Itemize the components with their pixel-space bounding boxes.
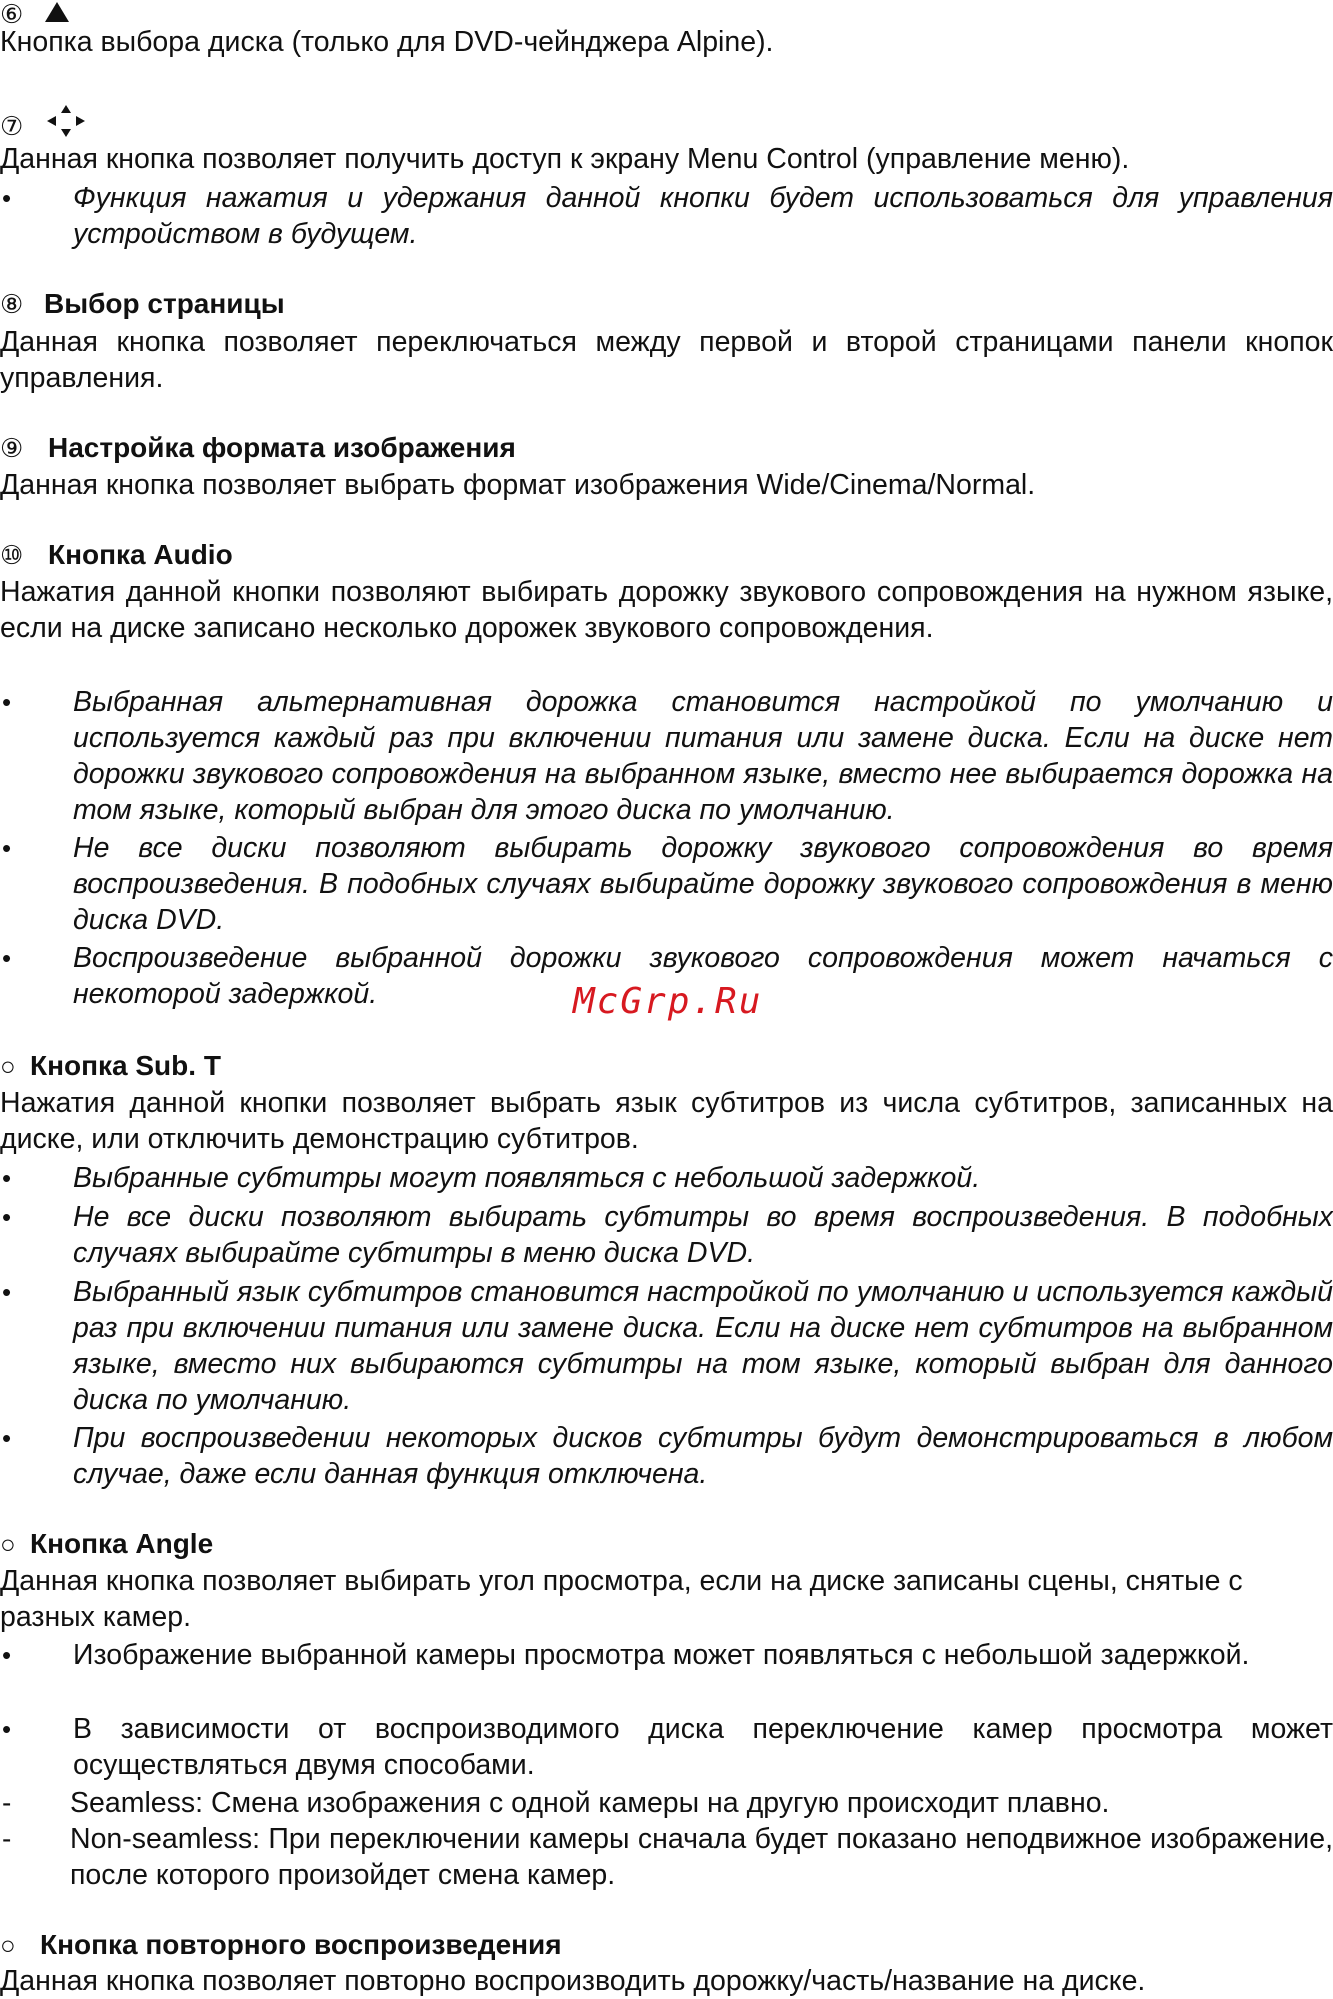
section-subt-heading — [0, 1048, 221, 1084]
section-subt-title: Кнопка Sub. T — [30, 1050, 221, 1081]
section-repeat-number: ○ — [0, 1930, 16, 1960]
section-repeat-text: Данная кнопка позволяет повторно воспроизводить дорожку/часть/название на диске. — [0, 1965, 1146, 1997]
bullet-marker: • — [2, 687, 12, 717]
section-subt-bullet-3: Выбранный язык субтитров становится настройкой по умолчанию и используется каждый раз при включении питания или замене диска. Если на диске нет субтитров на выбранном языке, вместо них выбираются субтитры на том языке, который выбран для данного диска по умолчанию. — [73, 1276, 1333, 1416]
bullet-marker: • — [2, 1714, 12, 1744]
section-10-bullet-3: Воспроизведение выбранной дорожки звукового сопровождения может начаться с некоторой задержкой. — [73, 942, 1333, 1010]
section-repeat-title: Кнопка повторного воспроизведения — [40, 1929, 562, 1960]
section-10-heading — [0, 537, 233, 573]
section-9-text: Данная кнопка позволяет выбрать формат изображения Wide/Cinema/Normal. — [0, 469, 1036, 501]
bullet-marker: • — [2, 1277, 12, 1307]
section-8-number: ⑧ — [0, 289, 24, 319]
section-subt-bullet-4: При воспроизведении некоторых дисков субтитры будут демонстрироваться в любом случае, даже если данная функция отключена. — [73, 1422, 1333, 1490]
bullet-marker: • — [2, 183, 12, 213]
section-10-title: Кнопка Audio — [48, 539, 233, 570]
section-angle-heading — [0, 1526, 213, 1562]
section-9-title: Настройка формата изображения — [48, 432, 516, 463]
section-6-number: ⑥ — [0, 0, 24, 29]
section-6-text: Кнопка выбора диска (только для DVD-чейнджера Alpine). — [0, 26, 774, 58]
section-subt-number: ○ — [0, 1051, 16, 1081]
dash-marker: - — [2, 1787, 12, 1818]
bullet-marker: • — [2, 1163, 12, 1193]
section-subt-bullet-2: Не все диски позволяют выбирать субтитры во время воспроизведения. В подобных случаях выбирайте субтитры в меню диска DVD. — [73, 1201, 1333, 1269]
section-angle-bullet-2: В зависимости от воспроизводимого диска переключение камер просмотра может осуществляться двумя способами. — [73, 1713, 1333, 1781]
section-7-bullet-1: Функция нажатия и удержания данной кнопки будет использоваться для управления устройством в будущем. — [73, 182, 1333, 250]
bullet-marker: • — [2, 1640, 12, 1670]
section-9-heading — [0, 430, 516, 466]
section-8-title: Выбор страницы — [44, 288, 285, 319]
section-8-text: Данная кнопка позволяет переключаться между первой и второй страницами панели кнопок управления. — [0, 326, 1333, 394]
section-10-number: ⑩ — [0, 540, 24, 570]
section-9-number: ⑨ — [0, 433, 24, 463]
section-10-bullet-1: Выбранная альтернативная дорожка становится настройкой по умолчанию и используется каждый раз при включении питания или замене диска. Если на диске нет дорожки звукового сопровождения на выбранном языке, вместо нее выбирается дорожка на том языке, который выбран для этого диска по умолчанию. — [73, 686, 1333, 826]
section-angle-text: Данная кнопка позволяет выбирать угол просмотра, если на диске записаны сцены, снятые с разных камер. — [0, 1565, 1243, 1633]
section-angle-number: ○ — [0, 1529, 16, 1559]
dash-marker: - — [2, 1823, 12, 1854]
bullet-marker: • — [2, 1423, 12, 1453]
section-7-number: ⑦ — [0, 110, 24, 141]
section-10-bullet-2: Не все диски позволяют выбирать дорожку звукового сопровождения во время воспроизведения. В подобных случаях выбирайте дорожку звукового сопровождения в меню диска DVD. — [73, 832, 1333, 936]
section-angle-bullet-1: Изображение выбранной камеры просмотра может появляться с небольшой задержкой. — [73, 1639, 1250, 1671]
section-10-text: Нажатия данной кнопки позволяют выбирать дорожку звукового сопровождения на нужном языке, если на диске записано несколько дорожек звукового сопровождения. — [0, 576, 1333, 644]
section-7-text: Данная кнопка позволяет получить доступ к экрану Menu Control (управление меню). — [0, 143, 1130, 175]
bullet-marker: • — [2, 943, 12, 973]
section-angle-dash-2: Non-seamless: При переключении камеры сначала будет показано неподвижное изображение, после которого произойдет смена камер. — [70, 1823, 1333, 1891]
section-angle-title: Кнопка Angle — [30, 1528, 214, 1559]
section-8-heading — [0, 286, 285, 322]
section-repeat-heading — [0, 1927, 562, 1963]
bullet-marker: • — [2, 1202, 12, 1232]
section-subt-text: Нажатия данной кнопки позволяет выбрать язык субтитров из числа субтитров, записанных на диске, или отключить демонстрацию субтитров. — [0, 1087, 1333, 1155]
bullet-marker: • — [2, 833, 12, 863]
watermark: McGrp.Ru — [573, 981, 763, 1022]
section-angle-dash-1: Seamless: Смена изображения с одной камеры на другую происходит плавно. — [70, 1787, 1110, 1819]
section-subt-bullet-1: Выбранные субтитры могут появляться с небольшой задержкой. — [73, 1162, 981, 1194]
